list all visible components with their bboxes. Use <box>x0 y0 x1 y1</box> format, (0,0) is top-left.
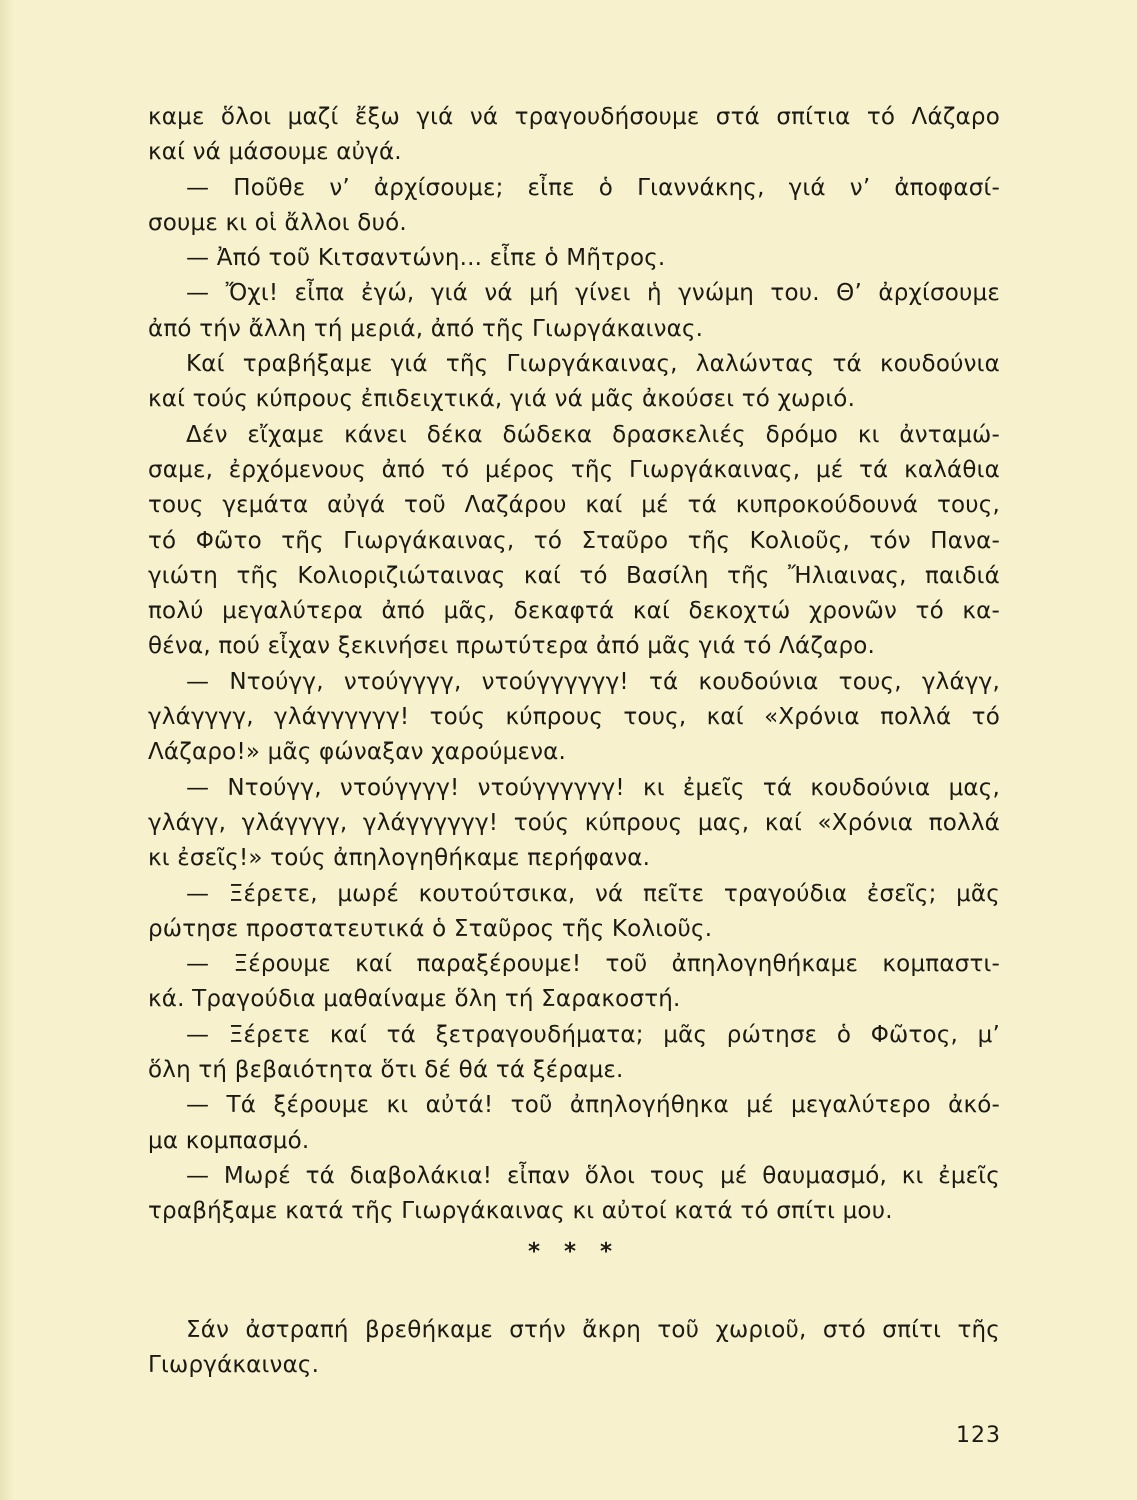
text-line: Λάζαρο!» μᾶς φώναξαν χαρούμενα. <box>148 739 567 766</box>
dialogue-line: — Ὄχι! εἶπα ἐγώ, γιά νά μή γίνει ἡ γνώμη του. Θ’ ἀρχίσουμε <box>186 280 1000 307</box>
text-line: καί τούς κύπρους ἐπιδειχτικά, γιά νά μᾶς ἀκούσει τό χωριό. <box>148 386 856 413</box>
dialogue-line: — Ποῦθε ν’ ἀρχίσουμε; εἶπε ὁ Γιαννάκης, γιά ν’ ἀποφασί- <box>186 174 1000 201</box>
text-line: καμε ὅλοι μαζί ἔξω γιά νά τραγουδήσουμε στά σπίτια τό Λάζαρο <box>148 104 1000 130</box>
text-line: γλάγγ, γλάγγγγ, γλάγγγγγγ! τούς κύπρους μας, καί «Χρόνια πολλά <box>148 809 1000 836</box>
closing-paragraph <box>148 1313 1000 1384</box>
text-line: σαμε, ἐρχόμενους ἀπό τό μέρος τῆς Γιωργάκαινας, μέ τά καλάθια <box>148 456 1000 483</box>
text-line: τραβήξαμε κατά τῆς Γιωργάκαινας κι αὐτοί κατά τό σπίτι μου. <box>148 1198 893 1225</box>
dialogue-line: — Ἀπό τοῦ Κιτσαντώνη... εἶπε ὁ Μῆτρος. <box>186 245 666 272</box>
text-line: ρώτησε προστατευτικά ὁ Σταῦρος τῆς Κολιοῦς. <box>148 915 713 942</box>
paragraph-start: Δέν εἴχαμε κάνει δέκα δώδεκα δρασκελιές δρόμο κι ἀνταμώ- <box>186 421 1000 448</box>
text-line: γλάγγγγ, γλάγγγγγγ! τούς κύπρους τους, καί «Χρόνια πολλά τό <box>148 704 1000 731</box>
dialogue-line: — Ντούγγ, ντούγγγγ, ντούγγγγγγ! τά κουδούνια τους, γλάγγ, <box>186 668 1000 695</box>
text-line: τους γεμάτα αὐγά τοῦ Λαζάρου καί μέ τά κυπροκούδουνά τους, <box>148 492 1000 519</box>
text-line: γιώτη τῆς Κολιοριζιώταινας καί τό Βασίλη τῆς Ἤλιαινας, παιδιά <box>148 562 1000 589</box>
body-text <box>148 100 1000 1270</box>
text-line: μα κομπασμό. <box>148 1127 310 1154</box>
text-line: σουμε κι οἱ ἄλλοι δυό. <box>148 209 407 236</box>
paragraph-start: Σάν ἀστραπή βρεθήκαμε στήν ἄκρη τοῦ χωριοῦ, στό σπίτι τῆς <box>186 1317 1000 1343</box>
text-line: ἀπό τήν ἄλλη τή μεριά, ἀπό τῆς Γιωργάκαινας. <box>148 315 704 342</box>
dialogue-line: — Τά ξέρουμε κι αὐτά! τοῦ ἀπηλογήθηκα μέ μεγαλύτερο ἀκό- <box>186 1092 1000 1119</box>
dialogue-line: — Ντούγγ, ντούγγγγ! ντούγγγγγγ! κι ἐμεῖς τά κουδούνια μας, <box>186 774 1000 801</box>
text-line: τό Φῶτο τῆς Γιωργάκαινας, τό Σταῦρο τῆς Κολιοῦς, τόν Πανα- <box>148 527 1000 554</box>
page-number: 123 <box>956 1423 1001 1448</box>
dialogue-line: — Μωρέ τά διαβολάκια! εἶπαν ὅλοι τους μέ θαυμασμό, κι ἐμεῖς <box>186 1162 1000 1189</box>
paragraph-start: Καί τραβήξαμε γιά τῆς Γιωργάκαινας, λαλώντας τά κουδούνια <box>186 351 1000 378</box>
text-line: καί νά μάσουμε αὐγά. <box>148 139 402 166</box>
text-line: ὅλη τή βεβαιότητα ὅτι δέ θά τά ξέραμε. <box>148 1057 624 1084</box>
text-line: θένα, πού εἶχαν ξεκινήσει πρωτύτερα ἀπό μᾶς γιά τό Λάζαρο. <box>148 633 876 660</box>
dialogue-line: — Ξέρετε, μωρέ κουτούτσικα, νά πεῖτε τραγούδια ἐσεῖς; μᾶς <box>186 880 1000 907</box>
page-edge <box>0 0 14 1500</box>
text-line: πολύ μεγαλύτερα ἀπό μᾶς, δεκαφτά καί δεκοχτώ χρονῶν τό κα- <box>148 598 1000 625</box>
text-line: Γιωργάκαινας. <box>148 1352 320 1379</box>
text-line: κά. Τραγούδια μαθαίναμε ὅλη τή Σαρακοστή. <box>148 986 681 1013</box>
dialogue-line: — Ξέρουμε καί παραξέρουμε! τοῦ ἀπηλογηθήκαμε κομπαστι- <box>186 951 1000 978</box>
text-line: κι ἐσεῖς!» τούς ἀπηλογηθήκαμε περήφανα. <box>148 845 651 872</box>
section-break: * * * <box>527 1238 621 1265</box>
dialogue-line: — Ξέρετε καί τά ξετραγουδήματα; μᾶς ρώτησε ὁ Φῶτος, μ’ <box>186 1021 1000 1048</box>
